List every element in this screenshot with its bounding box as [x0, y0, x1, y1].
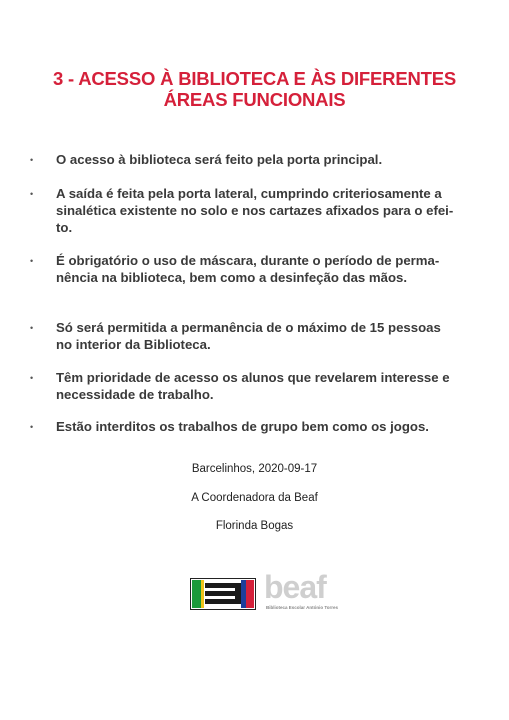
list-item-line: sinalética existente no solo e nos cartazes afixados para o efei-: [56, 203, 454, 218]
list-item: [56, 252, 476, 286]
list-item-line: no interior da Biblioteca.: [56, 337, 211, 352]
list-item-line: O acesso à biblioteca será feito pela porta principal.: [56, 152, 383, 167]
bullet-icon: •: [30, 422, 34, 432]
list-item-line: É obrigatório o uso de máscara, durante o período de perma-: [56, 253, 440, 268]
list-item-line: A saída é feita pela porta lateral, cumprindo criteriosamente a: [56, 186, 442, 201]
beaf-logo-text: beaf: [264, 569, 326, 605]
bullet-icon: •: [30, 373, 34, 383]
list-item: [56, 319, 476, 353]
page-title-line-2: ÁREAS FUNCIONAIS: [163, 89, 346, 110]
list-item-line: necessidade de trabalho.: [56, 387, 214, 402]
list-item-line: Têm prioridade de acesso os alunos que revelarem interesse e: [56, 370, 450, 385]
place-date: Barcelinhos, 2020-09-17: [191, 463, 318, 475]
list-item-line: Estão interditos os trabalhos de grupo bem como os jogos.: [56, 419, 429, 434]
list-item: [56, 185, 476, 236]
bullet-icon: •: [30, 256, 34, 266]
signatory-name: Florinda Bogas: [215, 520, 294, 532]
list-item-line: to.: [56, 220, 73, 235]
list-item: [56, 418, 476, 435]
library-logo-icon: [190, 578, 256, 610]
list-item: [56, 151, 476, 168]
library-emblem-icon: [191, 579, 255, 609]
bullet-icon: •: [30, 155, 34, 165]
page-title-line-1: 3 - ACESSO À BIBLIOTECA E ÀS DIFERENTES: [52, 68, 456, 89]
bullet-icon: •: [30, 323, 34, 333]
bullet-icon: •: [30, 189, 34, 199]
list-item: [56, 369, 476, 403]
list-item-line: nência na biblioteca, bem como a desinfeção das mãos.: [56, 270, 408, 285]
beaf-logo-subtitle: Biblioteca Escolar António Torres: [266, 605, 339, 610]
list-item-line: Só será permitida a permanência de o máximo de 15 pessoas: [56, 320, 441, 335]
signatory-role: A Coordenadora da Beaf: [191, 492, 318, 504]
